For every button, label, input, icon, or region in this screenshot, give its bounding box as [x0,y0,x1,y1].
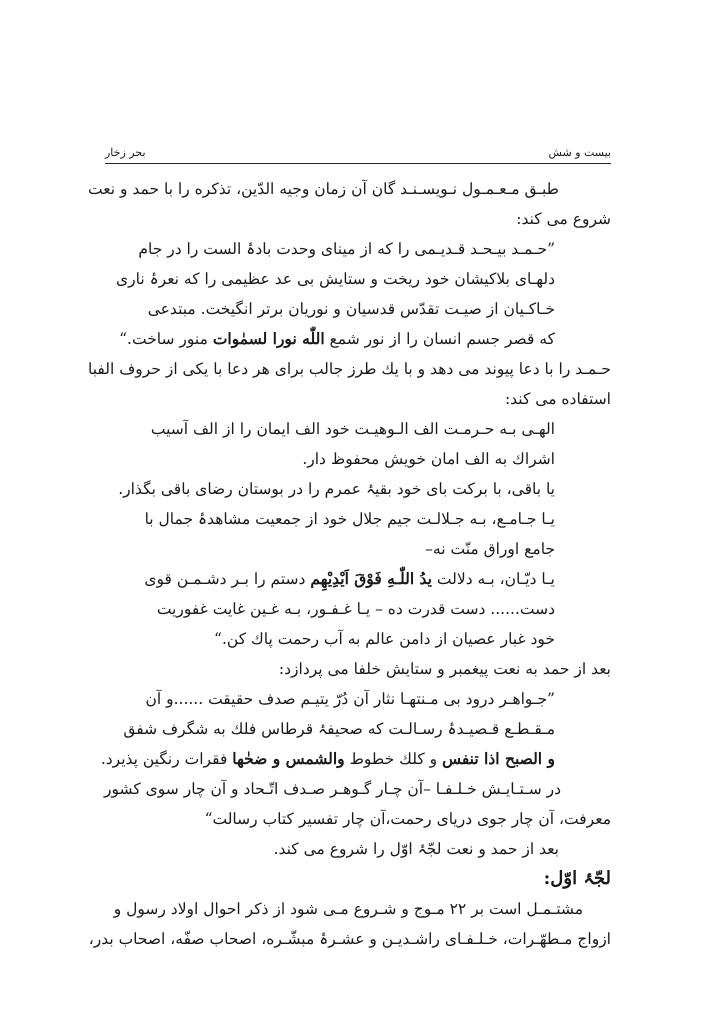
paragraph-line: حـمـد را با دعا پیوند می دهد و با یك طرز جالب برای هر دعا با یکی از حروف الفبا [88,360,611,378]
section-heading: لجّۂ اوّل: [543,868,611,889]
quote-line: الهـی بـه حـرمـت الف الـوهیـت خود الف ایمان را از الف آسیب [150,420,555,438]
quote-line: اشراك به الف امان خویش محفوظ دار. [302,450,555,468]
quote-line: دست...... دست قدرت ده – یـا غـفـور، بـه غـین غایت غفوریت [156,600,555,618]
quote-line: خود غبار عصیان از دامن عالم به آب رحمت پاك کن.“ [214,630,555,648]
quranic-phrase: اللّٰه نورا لسمٰوات [212,329,325,348]
quote-line: ”جـواهـر درود بی مـنتهـا نثار آن دُرّ یتیـم صدف حقیقت ......و آن [145,690,555,708]
quranic-phrase: والشمس و ضحٰها [232,749,345,768]
header-rule [105,163,611,164]
quote-line: دلهـای بلاکیشان خود ریخت و ستایش بی عد عظیمی را که نعرۂ ناری [115,270,555,288]
quote-line: یا باقی، با برکت بای خود بقیۂ عمرم را در بوستان رضای باقی بگذار. [118,480,555,498]
paragraph-line: استفاده می کند: [504,390,611,408]
book-title: بحر زخار [105,146,146,159]
paragraph-line: طبـق مـعـمـول نـویسـنـد گان آن زمان وجیه الدّین، تذکره را با حمد و نعت [88,180,559,198]
quote-line: و الصبح اذا تنفس و کلك خطوط والشمس و ضحٰها فقرات رنگین پذیرد. [100,749,555,768]
paragraph-line: بعد از حمد به نعت پیغمبر و ستایش خلفا می پردازد: [278,660,611,678]
running-header [105,137,611,159]
paragraph-line: معرفت، آن چار جوی دریای رحمت،آن چار تفسیر کتاب رسالت“ [204,810,611,828]
quote-line: مـقـطـع قـصیـدۂ رسـالـت که صحیفۂ قرطاس فلك به شگرف شفق [123,720,555,738]
section-title: بیست و شش [548,146,611,159]
paragraph-line: شروع می کند: [516,210,611,228]
quote-line: ”حـمـد بیـحـد قـدیـمی را که از مینای وحدت بادۂ الست را در جام [138,240,555,258]
quranic-phrase: و الصبح اذا تنفس [442,749,555,768]
paragraph-line: مشتـمـل است بر ۲۲ مـوج و شـروع مـی شود از ذکر احوال اولاد رسول و [113,900,583,918]
quote-line: جامع اوراق منّت نه– [425,540,555,558]
paragraph-line: در سـتـایـش خـلـفـا –آن چـار گـوهـر صـدف اتّـحاد و آن چار سوی کشور [104,780,561,798]
quranic-phrase: یدُ اللّٰـهِ فَوْقَ اَیْدِیْهِم [310,569,432,588]
quote-line: خـاکـیان از صیـت تقدّس قدسیان و نوریان برتر انگیخت. مبتدعی [147,300,555,318]
quote-line: یـا دیّـان، بـه دلالت یدُ اللّٰـهِ فَوْقَ اَیْدِیْهِم دستم را بـر دشـمـن قوی [144,569,555,588]
paragraph-line: ازواج مـطهّـرات، خـلـفـای راشـدیـن و عشـرۂ مبشّـره، اصحاب صفّه، اصحاب بدر، [88,930,611,948]
paragraph-line: بعد از حمد و نعت لجّۂ اوّل را شروع می کند. [273,840,559,858]
quote-line: یـا جـامـع، بـه جـلالـت جیم جلال خود از جمعیت مشاهدۂ جمال با [144,510,555,528]
quote-line: که قصر جسم انسان را از نور شمع اللّٰه نورا لسمٰوات منور ساخت.“ [119,329,555,348]
